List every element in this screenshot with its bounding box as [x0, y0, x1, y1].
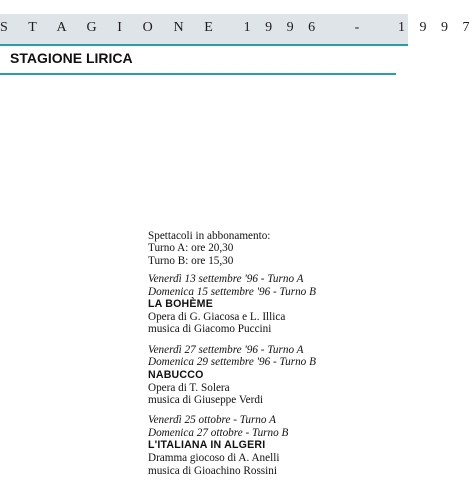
turno-a-time: Turno A: ore 20,30: [148, 242, 234, 255]
event-title: L'ITALIANA IN ALGERI: [148, 439, 266, 452]
season-year-start: 1 9 9 6: [243, 20, 321, 35]
event-libretto: Opera di T. Solera: [148, 381, 230, 394]
season-header: [0, 20, 475, 36]
event-date-a: Venerdì 27 settembre '96 - Turno A: [148, 343, 304, 356]
season-word: S T A G I O N E: [0, 20, 222, 35]
season-year-end: 1 9 9 7: [398, 20, 475, 35]
program-listing: [148, 230, 398, 485]
event-date-a: Venerdì 13 settembre '96 - Turno A: [148, 273, 304, 286]
event-la-boheme: [148, 273, 398, 336]
event-date-b: Domenica 29 settembre '96 - Turno B: [148, 356, 316, 369]
event-title: NABUCCO: [148, 368, 204, 381]
event-composer: musica di Gioachino Rossini: [148, 464, 277, 477]
subscription-info: [148, 230, 398, 267]
event-libretto: Opera di G. Giacosa e L. Illica: [148, 311, 286, 324]
event-date-b: Domenica 27 ottobre - Turno B: [148, 426, 289, 439]
event-libretto: Dramma giocoso di A. Anelli: [148, 452, 280, 465]
event-date-a: Venerdì 25 ottobre - Turno A: [148, 414, 276, 427]
turno-b-time: Turno B: ore 15,30: [148, 254, 234, 267]
event-title: LA BOHÈME: [148, 298, 213, 311]
event-composer: musica di Giuseppe Verdi: [148, 394, 264, 407]
event-composer: musica di Giacomo Puccini: [148, 323, 272, 336]
event-date-b: Domenica 15 settembre '96 - Turno B: [148, 285, 316, 298]
section-divider: [0, 73, 396, 75]
event-italiana-in-algeri: [148, 414, 398, 477]
section-title: STAGIONE LIRICA: [10, 50, 133, 66]
subscription-intro: Spettacoli in abbonamento:: [148, 230, 271, 242]
event-nabucco: [148, 344, 398, 407]
season-dash: -: [354, 20, 368, 35]
